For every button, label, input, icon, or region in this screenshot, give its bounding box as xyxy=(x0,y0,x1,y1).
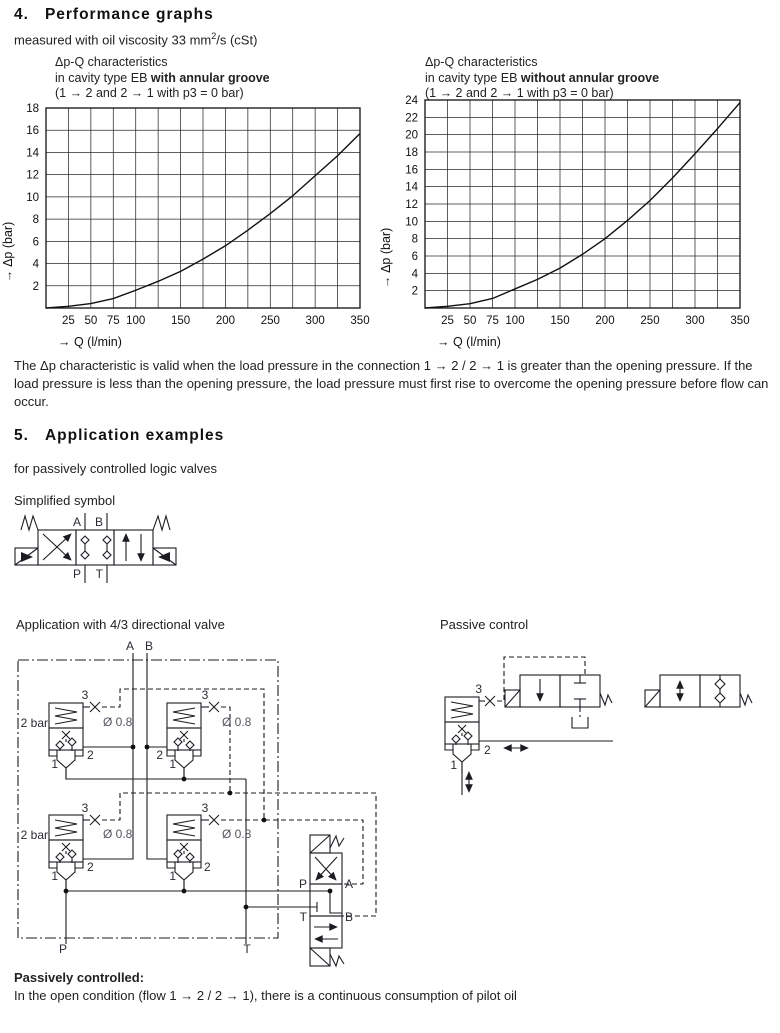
section5-title: Application examples xyxy=(44,427,225,444)
dv-port-p-label: P xyxy=(298,877,307,891)
passive-control-title: Passive control xyxy=(440,617,529,632)
port2-label: 2 xyxy=(87,748,94,762)
svg-text:14: 14 xyxy=(405,181,418,194)
spring-pressure-label: 2 bar xyxy=(20,716,48,730)
section5-subtitle: for passively controlled logic valves xyxy=(14,461,218,476)
simplified-symbol-label: Simplified symbol xyxy=(14,493,116,508)
port3-label: 3 xyxy=(475,682,482,696)
svg-text:→ Δp (bar): → Δp (bar) xyxy=(1,221,15,283)
spring-icon xyxy=(330,836,344,848)
spring-icon xyxy=(153,516,170,530)
dp-q-chart-with-groove xyxy=(0,100,375,352)
line-p-label: P xyxy=(58,942,68,956)
port-p-label: P xyxy=(72,567,81,581)
svg-text:50: 50 xyxy=(463,315,477,327)
svg-text:150: 150 xyxy=(170,315,191,327)
dp-q-chart-without-groove xyxy=(378,92,758,354)
section4-subtitle: measured with oil viscosity 33 $mm^2/s$ (cSt) xyxy=(14,31,258,48)
application-schematic xyxy=(8,636,438,981)
svg-text:50: 50 xyxy=(84,315,98,327)
svg-text:10: 10 xyxy=(26,191,39,204)
svg-text:8: 8 xyxy=(411,233,418,246)
port1-label: 1 xyxy=(450,758,457,772)
chart1-title: Δp-Q characteristics in cavity type EB with annular groove (1 → 2 and 2 → 1 with p3 = 0 bar) xyxy=(55,55,270,100)
section5-heading xyxy=(14,427,224,445)
port2-label: 2 xyxy=(87,860,94,874)
passive-control-schematic xyxy=(438,640,780,810)
port-t-label: T xyxy=(95,567,103,581)
svg-text:200: 200 xyxy=(595,315,615,327)
dv-port-a-label: A xyxy=(345,877,354,891)
dv-port-t-label: T xyxy=(299,910,307,924)
svg-text:12: 12 xyxy=(405,199,418,211)
svg-text:350: 350 xyxy=(730,315,750,327)
orifice-label: Ø 0.8 xyxy=(103,827,133,841)
spring-pressure-label: 2 bar xyxy=(20,828,48,842)
port2-label: 2 xyxy=(484,743,491,757)
port3-label: 3 xyxy=(81,801,89,815)
svg-text:22: 22 xyxy=(405,112,418,125)
svg-text:75: 75 xyxy=(106,315,120,327)
solenoid-icon xyxy=(15,548,38,565)
footer-text: In the open condition (flow 1 → 2 / 2 → 1), there is a continuous consumption of pilot oil xyxy=(14,988,517,1003)
svg-text:14: 14 xyxy=(26,147,39,160)
svg-text:6: 6 xyxy=(411,251,418,263)
orifice-label: Ø 0.8 xyxy=(222,827,252,841)
svg-text:300: 300 xyxy=(685,315,705,327)
port3-label: 3 xyxy=(201,688,209,702)
port2-label: 2 xyxy=(204,860,211,874)
orifice-label: Ø 0.8 xyxy=(103,715,133,729)
svg-text:2: 2 xyxy=(32,280,39,293)
port-b-label: B xyxy=(94,515,103,529)
section4-title: Performance graphs xyxy=(44,6,214,23)
svg-text:8: 8 xyxy=(32,214,39,227)
pilot-valve-3-2 xyxy=(505,675,612,728)
line-t-label: T xyxy=(243,942,251,956)
svg-text:4: 4 xyxy=(32,258,39,271)
port1-label: 1 xyxy=(169,869,176,883)
port1-label: 1 xyxy=(51,869,58,883)
svg-text:20: 20 xyxy=(405,129,418,142)
pilot-valve-2-2 xyxy=(645,675,752,707)
svg-text:24: 24 xyxy=(405,95,418,107)
svg-text:16: 16 xyxy=(26,125,39,138)
svg-text:→ Q (l/min): → Q (l/min) xyxy=(437,335,501,349)
dp-explanation: The Δp characteristic is valid when the load pressure in the connection 1 → 2 / 2 → 1 is greater than the opening pressure. If the load pressure is less than the opening pressure, the load pressure must first rise to overcome the opening pressure before flow can occur. xyxy=(14,358,769,409)
section4-number: 4. xyxy=(14,6,29,23)
spring-icon xyxy=(600,693,612,705)
section5-number: 5. xyxy=(14,427,29,444)
line-b-label: B xyxy=(144,639,154,653)
section4-heading xyxy=(14,6,214,24)
directional-valve-4-3 xyxy=(310,835,344,966)
svg-text:25: 25 xyxy=(441,315,454,327)
svg-text:2: 2 xyxy=(411,285,418,298)
svg-text:18: 18 xyxy=(405,147,418,159)
chart2-title: Δp-Q characteristics in cavity type EB without annular groove (1 → 2 and 2 → 1 with p3 = 0 bar) xyxy=(425,55,660,100)
line-a-label: A xyxy=(125,639,135,653)
svg-text:250: 250 xyxy=(640,315,660,327)
svg-text:300: 300 xyxy=(305,315,325,327)
orifice-label: Ø 0.8 xyxy=(222,715,252,729)
port-a-label: A xyxy=(72,515,81,529)
port2-label: 2 xyxy=(156,748,163,762)
port3-label: 3 xyxy=(81,688,89,702)
svg-text:150: 150 xyxy=(550,315,570,327)
svg-text:350: 350 xyxy=(350,315,370,327)
dv-port-b-label: B xyxy=(345,910,354,924)
port3-label: 3 xyxy=(201,801,209,815)
app-diagram-title: Application with 4/3 directional valve xyxy=(16,617,225,632)
svg-text:75: 75 xyxy=(486,315,499,327)
svg-text:100: 100 xyxy=(505,315,525,327)
spring-icon xyxy=(330,954,344,966)
svg-text:4: 4 xyxy=(411,268,418,281)
svg-text:16: 16 xyxy=(405,164,418,177)
manifold-border xyxy=(18,660,278,938)
spring-icon xyxy=(21,516,38,530)
svg-text:18: 18 xyxy=(26,103,39,115)
svg-text:200: 200 xyxy=(215,315,236,327)
svg-text:12: 12 xyxy=(26,169,39,182)
svg-text:250: 250 xyxy=(260,315,280,327)
svg-text:→ Q (l/min): → Q (l/min) xyxy=(58,335,122,349)
tank-icon xyxy=(572,717,588,728)
footer-heading: Passively controlled: xyxy=(14,970,145,985)
svg-text:10: 10 xyxy=(405,216,418,229)
port1-label: 1 xyxy=(169,757,176,771)
svg-text:6: 6 xyxy=(32,236,39,249)
simplified-valve-symbol xyxy=(10,503,195,593)
svg-text:100: 100 xyxy=(126,315,146,327)
spring-icon xyxy=(740,693,752,705)
svg-text:25: 25 xyxy=(62,315,75,327)
solenoid-icon xyxy=(153,548,176,565)
svg-text:→ Δp (bar): → Δp (bar) xyxy=(379,227,393,289)
port1-label: 1 xyxy=(51,757,58,771)
